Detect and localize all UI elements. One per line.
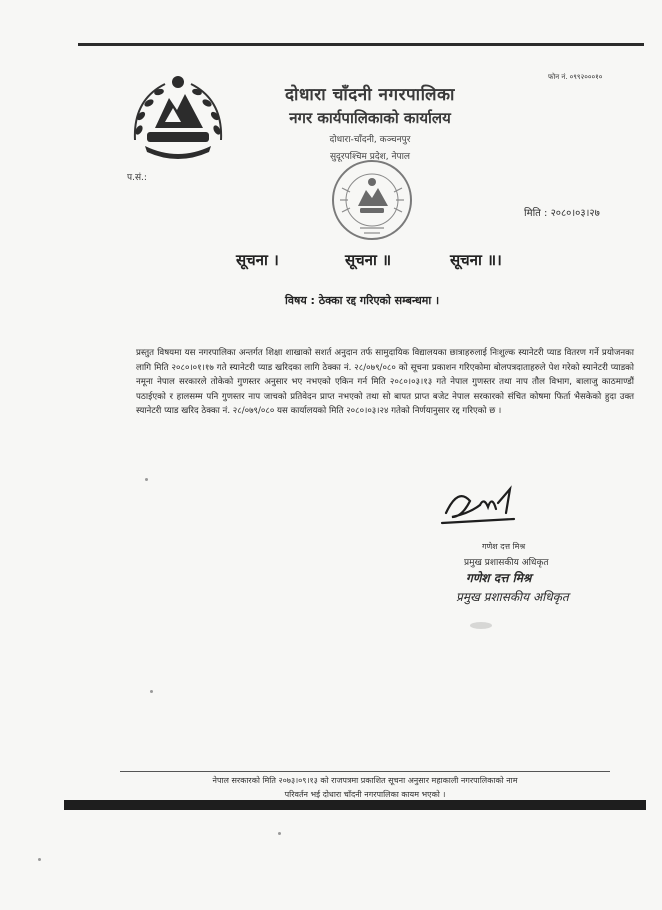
notice-heading-3: सूचना ॥। xyxy=(450,251,502,269)
scan-speck xyxy=(278,832,281,835)
subject-line: विषय : ठेक्का रद्द गरिएको सम्बन्धमा । xyxy=(285,294,440,307)
organization-header xyxy=(240,82,500,162)
notice-heading-1: सूचना । xyxy=(236,251,279,269)
government-emblem-icon xyxy=(125,70,231,162)
letter-date: मिति : २०८०।०३।२७ xyxy=(524,208,600,219)
top-rule xyxy=(78,43,644,46)
scan-speck xyxy=(150,690,153,693)
notice-body-paragraph: प्रस्तुत विषयमा यस नगरपालिका अन्तर्गत शिक्षा शाखाको सशर्त अनुदान तर्फ सामुदायिक विद्यालयका छात्राहरुलाई निःशुल्क स्यानेटरी प्याड वितरण गर्ने प्रयोजनका लागि मिति २०८०।०१।१७ गते स्यानेटरी प्याड खरिदका लागि ठेक्का नं. २८/०७९/०८० को सूचना प्रकाशन गरिएकोमा बोलपत्रदाताहरुले पेश गरेको स्यानेटरी प्याडको नमूना नेपाल सरकारले तोकेको गुणस्तर अनुसार भए नभएको एकिन गर्न मिति २०८०।०३।१३ गते नेपाल गुणस्तर तथा नाप तौल विभाग, बालाजु काठमाण्डौं पठाईएको र हालसम्म पनि गुणस्तर नाप जाचको प्रतिवेदन प्राप्त नभएको तथा सो बापत प्राप्त बजेट नेपाल सरकारको संचित कोषमा फिर्ता भैसकेको हुदा उक्त स्यानेटरी प्याड खरिद ठेक्का नं. २८/०७९/०८० यस कार्यालयको मिति २०८०।०३।२४ गतेको निर्णयानुसार रद्द गरिएको छ । xyxy=(136,348,634,417)
patra-label: प.सं.: xyxy=(127,173,147,183)
handwritten-signature-icon xyxy=(440,483,530,531)
office-seal-stamp-icon xyxy=(330,158,414,242)
organization-name: दोधारा चाँदनी नगरपालिका xyxy=(285,85,455,105)
bottom-rule xyxy=(64,800,646,810)
address-line-1: दोधारा-चाँदनी, कञ्चनपुर xyxy=(329,135,411,145)
reference-number: फोन नं. ०९९२०००१० xyxy=(548,73,603,81)
stamp-signatory-name: गणेश दत्त मिश्र xyxy=(466,571,532,585)
scan-smudge xyxy=(470,622,492,629)
footer-note xyxy=(110,774,620,802)
scan-speck xyxy=(38,858,41,861)
signatory-name: गणेश दत्त मिश्र xyxy=(482,542,526,551)
address-line-2: सुदूरपश्चिम प्रदेश, नेपाल xyxy=(329,152,411,162)
signatory-title: प्रमुख प्रशासकीय अधिकृत xyxy=(464,558,549,568)
footer-line-1: नेपाल सरकारको मिति २०७३।०९।१३ को राजपत्रमा प्रकाशित सूचना अनुसार महाकाली नगरपालिकाको नाम xyxy=(212,776,518,785)
footer-rule xyxy=(120,771,610,772)
scan-speck xyxy=(145,478,148,481)
notice-heading-2: सूचना ॥ xyxy=(345,251,392,269)
footer-line-2: परिवर्तन भई दोधारा चाँदनी नगरपालिका कायम भएको । xyxy=(284,790,446,799)
office-name: नगर कार्यपालिकाको कार्यालय xyxy=(289,109,451,127)
stamp-signatory-title: प्रमुख प्रशासकीय अधिकृत xyxy=(456,590,569,604)
